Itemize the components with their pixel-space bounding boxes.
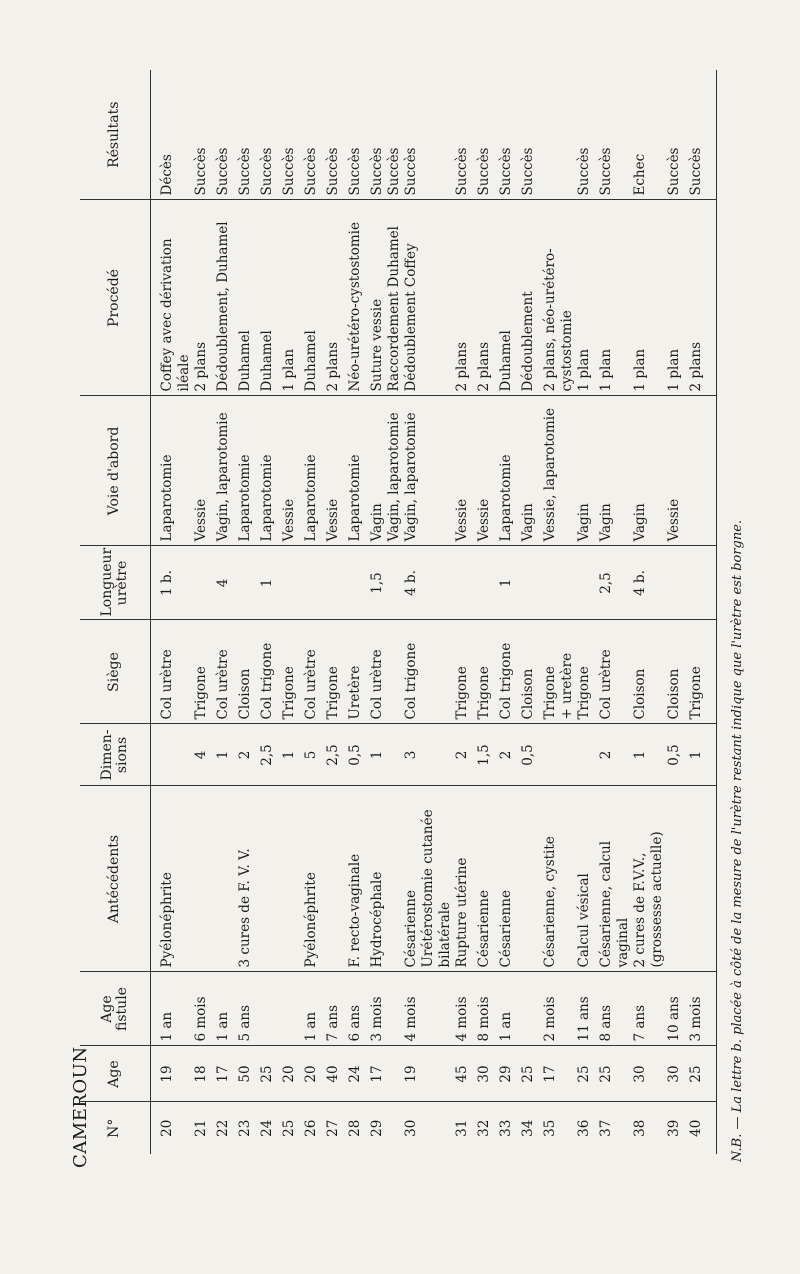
column-header: Voie d'abord	[80, 396, 151, 546]
table-cell: 25	[281, 1119, 297, 1137]
table-cell: 1 plan	[632, 200, 666, 396]
table-cell: Trigone	[193, 620, 215, 724]
table-row	[688, 70, 717, 1154]
table-cell: 23	[237, 1119, 253, 1137]
table-cell: 19	[403, 1046, 454, 1102]
table-cell: 25	[598, 1046, 632, 1102]
table-cell	[576, 724, 598, 786]
column-header: Age fistule	[80, 972, 151, 1046]
table-cell	[576, 546, 598, 620]
table-cell: 3 mois	[688, 972, 717, 1046]
table-cell: 28	[347, 1119, 363, 1137]
table-cell: 1 b.	[151, 546, 194, 620]
table-cell: 1	[632, 724, 666, 786]
table-body	[151, 70, 717, 1154]
table-row	[347, 70, 369, 1154]
table-cell: Succès	[520, 70, 542, 200]
table-cell: Laparotomie	[237, 396, 259, 546]
table-cell: 2	[498, 724, 520, 786]
table-cell: 2,5	[598, 546, 632, 620]
table-cell: 25	[576, 1046, 598, 1102]
table-row	[303, 70, 325, 1154]
table-cell: 45	[454, 1046, 476, 1102]
table-cell	[281, 786, 303, 972]
table-row	[542, 70, 576, 1154]
table-cell: 22	[215, 1119, 231, 1137]
table-cell	[688, 546, 717, 620]
table-cell: 2	[237, 724, 259, 786]
table-row	[403, 70, 454, 1154]
table-cell: 27	[325, 1119, 341, 1137]
table-cell: Col urètre	[215, 620, 237, 724]
table-cell: Dédoublement	[520, 200, 542, 396]
table-cell: 25	[520, 1046, 542, 1102]
table-cell: Succès	[193, 70, 215, 200]
table-cell: Vagin	[598, 396, 632, 546]
table-cell: Vessie	[454, 396, 476, 546]
column-header: Résultats	[80, 70, 151, 200]
table-row	[498, 70, 520, 1154]
table-cell: Col trigone	[403, 620, 454, 724]
table-cell: Vagin Vagin, laparotomie	[369, 396, 403, 546]
table-cell	[259, 972, 281, 1046]
table-cell	[520, 972, 542, 1046]
table-cell: 1	[259, 546, 281, 620]
table-cell: 1 plan	[598, 200, 632, 396]
table-cell: 3 mois	[369, 972, 403, 1046]
footnote-text: — La lettre b. placée à côté de la mesure de l'urètre restant indique que l'urètre est borgne.	[730, 519, 745, 1134]
table-cell: 1,5	[369, 546, 403, 620]
table-row	[237, 70, 259, 1154]
table-row	[454, 70, 476, 1154]
table-cell: 2 plans	[688, 200, 717, 396]
table-cell: Césarienne, cystite	[542, 786, 576, 972]
table-cell: Vagin	[576, 396, 598, 546]
table-header-row	[80, 70, 151, 1154]
table-cell	[542, 546, 576, 620]
table-cell: Duhamel	[259, 200, 281, 396]
table-cell: 4 b.	[403, 546, 454, 620]
table-cell: 30	[666, 1046, 688, 1102]
table-cell: Vagin	[632, 396, 666, 546]
table-cell: Trigone	[325, 620, 347, 724]
table-cell: Vagin, laparotomie	[215, 396, 237, 546]
table-cell: Vessie, laparotomie	[542, 396, 576, 546]
table-cell: Succès	[454, 70, 476, 200]
table-cell: Trigone	[576, 620, 598, 724]
table-cell: 2 plans	[476, 200, 498, 396]
column-header: Dimen- sions	[80, 724, 151, 786]
table-cell	[215, 786, 237, 972]
table-cell: 26	[303, 1119, 319, 1137]
table-cell: Vessie	[325, 396, 347, 546]
table-cell: 4 mois	[403, 972, 454, 1046]
table-cell: 30	[632, 1046, 666, 1102]
table-cell: 1 an	[215, 972, 237, 1046]
table-cell: 40	[325, 1046, 347, 1102]
table-cell	[281, 546, 303, 620]
table-cell: 2,5	[325, 724, 347, 786]
table-cell: Décès	[151, 70, 194, 200]
table-cell: Laparotomie	[151, 396, 194, 546]
table-cell: 30	[403, 1119, 419, 1137]
table-row	[576, 70, 598, 1154]
table-cell: Vessie	[281, 396, 303, 546]
table-row	[520, 70, 542, 1154]
table-row	[598, 70, 632, 1154]
table-cell	[151, 724, 194, 786]
table-cell	[476, 546, 498, 620]
table-cell: 29	[369, 1119, 385, 1137]
table-cell: Succès	[576, 70, 598, 200]
table-cell: 21	[193, 1119, 209, 1137]
table-cell: 7 ans	[325, 972, 347, 1046]
table-cell: Trigone	[688, 620, 717, 724]
table-cell: 2 plans	[454, 200, 476, 396]
table-cell: Césarienne	[498, 786, 520, 972]
table-cell: 4	[215, 546, 237, 620]
table-cell: 40	[688, 1102, 717, 1154]
table-cell: 31	[454, 1119, 470, 1137]
table-cell: Trigone	[476, 620, 498, 724]
table-cell: Suture vessie Raccordement Duhamel	[369, 200, 403, 396]
table-cell: Laparotomie	[498, 396, 520, 546]
table-cell: Trigone	[454, 620, 476, 724]
table-cell: Vagin	[520, 396, 542, 546]
footnote	[730, 520, 745, 1162]
table-cell: 2 plans	[193, 200, 215, 396]
table-cell	[259, 786, 281, 972]
table-cell	[688, 786, 717, 972]
table-row	[215, 70, 237, 1154]
table-cell: 20	[303, 1046, 325, 1102]
table-cell: Coffey avec dérivation iléale	[151, 200, 194, 396]
table-cell: 17	[369, 1046, 403, 1102]
table-cell: Succès	[666, 70, 688, 200]
table-cell: 24	[347, 1046, 369, 1102]
table-cell: Vessie	[193, 396, 215, 546]
table-cell: Col urètre	[303, 620, 325, 724]
table-cell: 0,5	[520, 724, 542, 786]
table-cell: 1 plan	[666, 200, 688, 396]
footnote-prefix: N.B.	[730, 1133, 745, 1162]
table-cell: 0,5	[666, 724, 688, 786]
table-cell: Pyélonéphrite	[303, 786, 325, 972]
table-cell: 2	[598, 724, 632, 786]
table-cell: Cloison	[632, 620, 666, 724]
table-cell: Pyélonéphrite	[151, 786, 194, 972]
table-cell: Cloison	[520, 620, 542, 724]
table-cell: Laparotomie	[347, 396, 369, 546]
table-cell: 50	[237, 1046, 259, 1102]
table-cell: Col urètre	[151, 620, 194, 724]
table-cell: 1 an	[498, 972, 520, 1046]
table-cell: Col trigone	[498, 620, 520, 724]
table-cell: Laparotomie	[303, 396, 325, 546]
table-cell: Succès	[598, 70, 632, 200]
table-cell: Succès	[498, 70, 520, 200]
page-title: CAMEROUN	[70, 1046, 91, 1168]
table-cell: Vagin, laparotomie	[403, 396, 454, 546]
table-cell	[520, 546, 542, 620]
table-cell: 2,5	[259, 724, 281, 786]
table-row	[632, 70, 666, 1154]
table-cell: Dédoublement Coffey	[403, 200, 454, 396]
table-row	[151, 70, 194, 1154]
table-cell	[237, 546, 259, 620]
column-header: Longueur urètre	[80, 546, 151, 620]
table-cell: 1 plan	[576, 200, 598, 396]
table-row	[325, 70, 347, 1154]
column-header: N°	[80, 1102, 151, 1154]
table-cell: 0,5	[347, 724, 369, 786]
table-cell	[542, 70, 576, 200]
table-row	[666, 70, 688, 1154]
table-cell: F. recto-vaginale	[347, 786, 369, 972]
table-cell	[454, 546, 476, 620]
table-cell: Dédoublement, Duhamel	[215, 200, 237, 396]
table-cell: Succès	[303, 70, 325, 200]
table-cell: Succès Succès	[369, 70, 403, 200]
column-header: Antécédents	[80, 786, 151, 972]
table-cell: 25	[259, 1046, 281, 1102]
table-cell: Col urètre	[598, 620, 632, 724]
table-cell	[688, 396, 717, 546]
table-cell: 11 ans	[576, 972, 598, 1046]
table-cell	[520, 786, 542, 972]
table-cell	[542, 724, 576, 786]
table-cell: Echec	[632, 70, 666, 200]
table-cell: Succès	[476, 70, 498, 200]
table-row	[259, 70, 281, 1154]
table-cell	[347, 546, 369, 620]
table-cell: 2 plans	[325, 200, 347, 396]
table-cell: Col trigone	[259, 620, 281, 724]
table-cell: 5 ans	[237, 972, 259, 1046]
table-cell: Vessie	[666, 396, 688, 546]
table-cell: 30	[476, 1046, 498, 1102]
table-cell: 20	[281, 1046, 303, 1102]
table-cell: 4 b.	[632, 546, 666, 620]
table-cell: 4 mois	[454, 972, 476, 1046]
table-cell: Trigone	[281, 620, 303, 724]
table-cell: 3	[403, 724, 454, 786]
table-cell: Trigone + uretère	[542, 620, 576, 724]
column-header: Siège	[80, 620, 151, 724]
table-cell: 1	[498, 546, 520, 620]
table-cell: 2 plans, néo-urétéro- cystostomie	[542, 200, 576, 396]
table-cell: Cloison	[666, 620, 688, 724]
table-cell: 2	[454, 724, 476, 786]
table-cell: Duhamel	[237, 200, 259, 396]
table-cell: Succès	[347, 70, 369, 200]
table-cell: Rupture utérine	[454, 786, 476, 972]
table-row	[476, 70, 498, 1154]
table-cell: 6 mois	[193, 972, 215, 1046]
table-cell: Succès	[403, 70, 454, 200]
table-cell	[666, 786, 688, 972]
table-cell: 8 mois	[476, 972, 498, 1046]
column-header: Procédé	[80, 200, 151, 396]
table-cell: Col urètre	[369, 620, 403, 724]
table-cell	[666, 546, 688, 620]
column-header: Age	[80, 1046, 151, 1102]
table-cell: 1	[688, 724, 717, 786]
table-cell	[303, 546, 325, 620]
table-cell	[281, 972, 303, 1046]
table-cell: 32	[476, 1119, 492, 1137]
table-cell: 10 ans	[666, 972, 688, 1046]
table-cell: 38	[632, 1119, 648, 1137]
table-cell: Cloison	[237, 620, 259, 724]
table-cell: 18	[193, 1046, 215, 1102]
table-cell: Duhamel	[303, 200, 325, 396]
table-cell: Césarienne Urétérostomie cutanée bilatérale	[403, 786, 454, 972]
table-cell	[193, 786, 215, 972]
table-cell: 39	[666, 1119, 682, 1137]
table-cell: Césarienne, calcul vaginal	[598, 786, 632, 972]
table-cell: 37	[598, 1119, 614, 1137]
table-cell: Césarienne	[476, 786, 498, 972]
table-row	[281, 70, 303, 1154]
fistula-cases-table	[80, 70, 717, 1154]
table-cell: 6 ans	[347, 972, 369, 1046]
table-cell: Uretère	[347, 620, 369, 724]
table-cell: Vessie	[476, 396, 498, 546]
table-cell: Laparotomie	[259, 396, 281, 546]
table-cell: 33	[498, 1119, 514, 1137]
table-cell: 4	[193, 724, 215, 786]
table-cell: 8 ans	[598, 972, 632, 1046]
table-cell: 29	[498, 1046, 520, 1102]
table-cell: 1 an	[151, 972, 194, 1046]
table-cell: 34	[520, 1119, 536, 1137]
table-cell: 1 an	[303, 972, 325, 1046]
table-cell: Succès	[281, 70, 303, 200]
table-cell: 24	[259, 1119, 275, 1137]
table-cell: 7 ans	[632, 972, 666, 1046]
table-cell: Succès	[325, 70, 347, 200]
table-cell: 1	[215, 724, 237, 786]
table-cell: 2 mois	[542, 972, 576, 1046]
table-cell	[193, 546, 215, 620]
table-cell: 36	[576, 1119, 592, 1137]
table-cell: 3 cures de F. V. V.	[237, 786, 259, 972]
table-cell: Hydrocéphale	[369, 786, 403, 972]
table-cell: 17	[215, 1046, 237, 1102]
table-cell: 20	[159, 1119, 175, 1137]
table-cell: Succès	[237, 70, 259, 200]
table-cell: 1	[281, 724, 303, 786]
table-row	[369, 70, 403, 1154]
table-cell: 1 plan	[281, 200, 303, 396]
table-cell: Succès	[688, 70, 717, 200]
table-cell: Succès	[215, 70, 237, 200]
table-cell: 5	[303, 724, 325, 786]
table-cell: 1	[369, 724, 403, 786]
table-cell: 25	[688, 1046, 717, 1102]
table-cell: 19	[151, 1046, 194, 1102]
table-cell: Néo-urétéro-cystostomie	[347, 200, 369, 396]
table-cell: 2 cures de F.V.V., (grossesse actuelle)	[632, 786, 666, 972]
table-cell: 17	[542, 1046, 576, 1102]
table-cell: Calcul vésical	[576, 786, 598, 972]
table-cell: 1,5	[476, 724, 498, 786]
table-cell	[325, 546, 347, 620]
table-cell	[325, 786, 347, 972]
table-cell: 35	[542, 1119, 558, 1137]
table-cell: Duhamel	[498, 200, 520, 396]
table-cell: Succès	[259, 70, 281, 200]
table-row	[193, 70, 215, 1154]
